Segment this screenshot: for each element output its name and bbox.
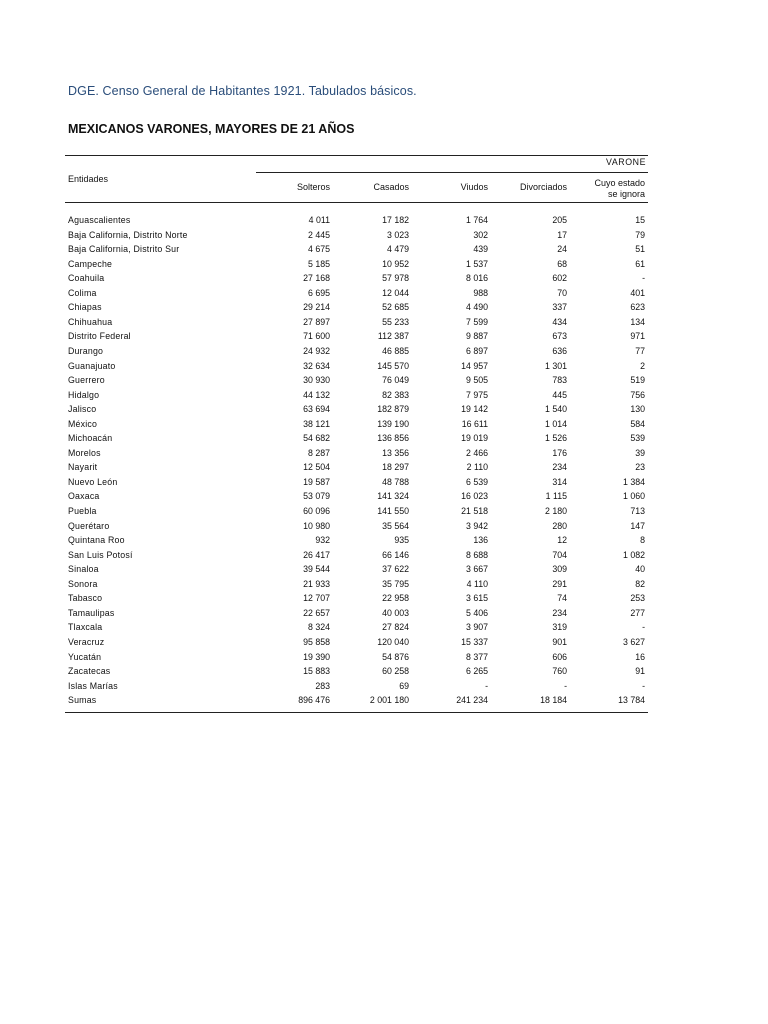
divorciados-value: 1 301 — [544, 360, 567, 371]
casados-value: 54 876 — [382, 651, 409, 662]
ignorado-value: 623 — [630, 302, 645, 313]
divorciados-value: 314 — [552, 476, 567, 487]
solteros-value: 5 185 — [307, 258, 330, 269]
solteros-value: 15 883 — [303, 666, 330, 677]
ignorado-value: 134 — [630, 316, 645, 327]
table-row — [65, 288, 648, 303]
casados-value: 141 324 — [377, 491, 409, 502]
solteros-value: 53 079 — [303, 491, 330, 502]
divorciados-value: 760 — [552, 666, 567, 677]
solteros-value: 21 933 — [303, 578, 330, 589]
ignorado-value: 3 627 — [622, 636, 645, 647]
casados-value: 76 049 — [382, 375, 409, 386]
ignorado-value: 147 — [630, 520, 645, 531]
viudos-value: 3 942 — [465, 520, 488, 531]
top-rule — [65, 155, 648, 156]
ignorado-value: 61 — [635, 258, 645, 269]
ignorado-value: 2 — [640, 360, 645, 371]
state-name: Nayarit — [68, 462, 98, 473]
viudos-value: 3 907 — [465, 622, 488, 633]
divorciados-value: 291 — [552, 578, 567, 589]
divorciados-value: 70 — [557, 287, 567, 298]
viudos-value: 4 110 — [466, 578, 488, 589]
ignorado-value: 23 — [635, 462, 645, 473]
state-name: San Luis Potosí — [68, 549, 133, 560]
casados-value: 40 003 — [382, 607, 409, 618]
group-underline — [256, 172, 648, 173]
col-header-estado-ignorado-line1: Cuyo estado — [594, 178, 645, 188]
viudos-value: 1 537 — [465, 258, 488, 269]
state-name: Tlaxcala — [68, 622, 103, 633]
divorciados-value: 319 — [552, 622, 567, 633]
state-name: Puebla — [68, 506, 97, 516]
table-row — [65, 244, 648, 259]
source-note: DGE. Censo General de Habitantes 1921. Tabulados básicos. — [68, 84, 417, 98]
solteros-value: 30 930 — [303, 375, 330, 386]
solteros-value: 19 390 — [303, 651, 330, 662]
state-name: Aguascalientes — [68, 215, 131, 225]
ignorado-value: 713 — [630, 506, 645, 516]
group-header: VARONE — [606, 157, 647, 167]
viudos-value: 241 234 — [456, 695, 488, 706]
viudos-value: 6 265 — [465, 666, 488, 677]
ignorado-value: 277 — [630, 607, 645, 618]
ignorado-value: 253 — [630, 593, 645, 604]
viudos-value: 136 — [473, 535, 488, 546]
solteros-value: 26 417 — [303, 549, 330, 560]
state-name: Colima — [68, 287, 97, 298]
header-rule — [65, 202, 648, 203]
bottom-rule — [65, 712, 648, 713]
solteros-value: 63 694 — [303, 404, 330, 415]
col-header-solteros: Solteros — [296, 182, 330, 192]
solteros-value: 24 932 — [303, 345, 330, 356]
table-row — [65, 433, 648, 448]
state-name: Tabasco — [68, 593, 103, 604]
row-header: Entidades — [68, 174, 109, 184]
table-row — [65, 404, 648, 419]
viudos-value: 21 518 — [461, 506, 488, 516]
state-name: Chihuahua — [68, 316, 113, 327]
viudos-value: 19 142 — [461, 404, 488, 415]
state-name: Sonora — [68, 578, 98, 589]
casados-value: 22 958 — [382, 593, 409, 604]
state-name: Chiapas — [68, 302, 102, 313]
table-row — [65, 535, 648, 550]
table-row — [65, 317, 648, 332]
casados-value: 4 479 — [386, 244, 409, 255]
divorciados-value: 205 — [552, 215, 567, 225]
solteros-value: 39 544 — [303, 564, 330, 575]
state-name: Hidalgo — [68, 389, 100, 400]
casados-value: 46 885 — [382, 345, 409, 356]
viudos-value: 9 505 — [465, 375, 488, 386]
state-name: Coahuila — [68, 273, 105, 284]
table-row — [65, 550, 648, 565]
divorciados-value: 68 — [557, 258, 567, 269]
table-row — [65, 579, 648, 594]
viudos-value: 9 887 — [465, 331, 488, 342]
viudos-value: 302 — [473, 229, 488, 240]
divorciados-value: 704 — [552, 549, 567, 560]
state-name: Baja California, Distrito Sur — [68, 244, 180, 255]
table-row — [65, 419, 648, 434]
viudos-value: 2 110 — [466, 462, 488, 473]
data-table — [65, 155, 648, 715]
col-header-casados: Casados — [373, 182, 409, 192]
casados-value: 57 978 — [382, 273, 409, 284]
viudos-value: 988 — [473, 287, 488, 298]
solteros-value: 8 287 — [307, 447, 330, 458]
table-row — [65, 375, 648, 390]
ignorado-value: 584 — [630, 418, 645, 429]
solteros-value: 12 504 — [303, 462, 330, 473]
divorciados-value: 176 — [552, 447, 567, 458]
divorciados-value: 1 014 — [544, 418, 567, 429]
solteros-value: 4 011 — [308, 215, 330, 225]
solteros-value: 10 980 — [303, 520, 330, 531]
state-name: Sumas — [68, 695, 97, 706]
ignorado-value: 39 — [635, 447, 645, 458]
divorciados-value: 1 526 — [544, 433, 567, 444]
ignorado-value: 15 — [635, 215, 645, 225]
divorciados-value: 1 540 — [544, 404, 567, 415]
divorciados-value: 337 — [552, 302, 567, 313]
casados-value: 52 685 — [382, 302, 409, 313]
state-name: Guanajuato — [68, 360, 116, 371]
table-row — [65, 521, 648, 536]
casados-value: 66 146 — [382, 549, 409, 560]
solteros-value: 22 657 — [303, 607, 330, 618]
ignorado-value: 130 — [630, 404, 645, 415]
table-row — [65, 390, 648, 405]
casados-value: 82 383 — [382, 389, 409, 400]
viudos-value: 19 019 — [461, 433, 488, 444]
col-header-divorciados: Divorciados — [519, 182, 567, 192]
ignorado-value: 1 082 — [622, 549, 645, 560]
ignorado-value: 8 — [640, 535, 645, 546]
state-name: Yucatán — [68, 651, 102, 662]
ignorado-value: 77 — [635, 345, 645, 356]
state-name: Quintana Roo — [68, 535, 125, 546]
ignorado-value: 756 — [630, 389, 645, 400]
viudos-value: 8 016 — [465, 273, 488, 284]
divorciados-value: 280 — [552, 520, 567, 531]
divorciados-value: 24 — [557, 244, 567, 255]
viudos-value: 16 023 — [461, 491, 488, 502]
col-header-viudos: Viudos — [460, 182, 488, 192]
table-row — [65, 666, 648, 681]
casados-value: 35 564 — [382, 520, 409, 531]
ignorado-value: 51 — [635, 244, 645, 255]
ignorado-value: 519 — [630, 375, 645, 386]
table-row — [65, 477, 648, 492]
state-name: Nuevo León — [68, 476, 118, 487]
viudos-value: 15 337 — [461, 636, 488, 647]
ignorado-value: 91 — [635, 666, 645, 677]
casados-value: 935 — [394, 535, 409, 546]
table-row — [65, 491, 648, 506]
solteros-value: 54 682 — [303, 433, 330, 444]
table-title: MEXICANOS VARONES, MAYORES DE 21 AÑOS — [68, 122, 355, 136]
solteros-value: 71 600 — [303, 331, 330, 342]
table-row — [65, 230, 648, 245]
ignorado-value: 82 — [635, 578, 645, 589]
table-row — [65, 681, 648, 696]
state-name: Sinaloa — [68, 564, 99, 575]
divorciados-value: 602 — [552, 273, 567, 284]
casados-value: 139 190 — [377, 418, 409, 429]
solteros-value: 44 132 — [303, 389, 330, 400]
casados-value: 2 001 180 — [369, 695, 409, 706]
table-row — [65, 593, 648, 608]
divorciados-value: 434 — [552, 316, 567, 327]
table-row — [65, 637, 648, 652]
state-name: Zacatecas — [68, 666, 111, 677]
casados-value: 120 040 — [377, 636, 409, 647]
ignorado-value: - — [642, 622, 645, 633]
totals-row — [65, 695, 648, 710]
divorciados-value: 783 — [552, 375, 567, 386]
divorciados-value: 12 — [557, 535, 567, 546]
divorciados-value: 309 — [552, 564, 567, 575]
table-row — [65, 215, 648, 230]
viudos-value: 439 — [473, 244, 488, 255]
casados-value: 55 233 — [382, 316, 409, 327]
state-name: Querétaro — [68, 520, 110, 531]
ignorado-value: 1 060 — [622, 491, 645, 502]
casados-value: 69 — [399, 680, 409, 691]
table-row — [65, 259, 648, 274]
divorciados-value: - — [564, 680, 567, 691]
viudos-value: 4 490 — [465, 302, 488, 313]
divorciados-value: 234 — [552, 462, 567, 473]
table-row — [65, 302, 648, 317]
state-name: Michoacán — [68, 433, 113, 444]
divorciados-value: 74 — [557, 593, 567, 604]
casados-value: 112 387 — [377, 331, 409, 342]
viudos-value: 3 615 — [465, 593, 488, 604]
table-row — [65, 462, 648, 477]
casados-value: 145 570 — [377, 360, 409, 371]
casados-value: 182 879 — [377, 404, 409, 415]
state-name: Tamaulipas — [68, 607, 115, 618]
casados-value: 12 044 — [382, 287, 409, 298]
casados-value: 3 023 — [386, 229, 409, 240]
solteros-value: 95 858 — [303, 636, 330, 647]
solteros-value: 27 168 — [303, 273, 330, 284]
state-name: Durango — [68, 345, 104, 356]
ignorado-value: 13 784 — [618, 695, 645, 706]
casados-value: 60 258 — [382, 666, 409, 677]
divorciados-value: 606 — [552, 651, 567, 662]
state-name: Campeche — [68, 258, 113, 269]
viudos-value: 6 897 — [465, 345, 488, 356]
table-row — [65, 608, 648, 623]
ignorado-value: - — [642, 680, 645, 691]
solteros-value: 8 324 — [307, 622, 330, 633]
solteros-value: 6 695 — [307, 287, 330, 298]
casados-value: 35 795 — [382, 578, 409, 589]
casados-value: 48 788 — [382, 476, 409, 487]
divorciados-value: 18 184 — [540, 695, 567, 706]
solteros-value: 29 214 — [303, 302, 330, 313]
solteros-value: 2 445 — [307, 229, 330, 240]
viudos-value: 7 975 — [465, 389, 488, 400]
ignorado-value: 79 — [635, 229, 645, 240]
divorciados-value: 445 — [552, 389, 567, 400]
viudos-value: 8 688 — [465, 549, 488, 560]
casados-value: 10 952 — [382, 258, 409, 269]
table-row — [65, 273, 648, 288]
solteros-value: 27 897 — [303, 316, 330, 327]
state-name: Baja California, Distrito Norte — [68, 229, 188, 240]
ignorado-value: - — [642, 273, 645, 284]
table-row — [65, 652, 648, 667]
state-name: Guerrero — [68, 375, 105, 386]
divorciados-value: 673 — [552, 331, 567, 342]
casados-value: 136 856 — [377, 433, 409, 444]
divorciados-value: 234 — [552, 607, 567, 618]
state-name: Morelos — [68, 447, 101, 458]
ignorado-value: 401 — [630, 287, 645, 298]
ignorado-value: 971 — [630, 331, 645, 342]
divorciados-value: 636 — [552, 345, 567, 356]
viudos-value: 2 466 — [465, 447, 488, 458]
divorciados-value: 901 — [552, 636, 567, 647]
solteros-value: 932 — [315, 535, 330, 546]
state-name: Jalisco — [68, 404, 97, 415]
solteros-value: 38 121 — [303, 418, 330, 429]
divorciados-value: 17 — [557, 229, 567, 240]
casados-value: 27 824 — [382, 622, 409, 633]
solteros-value: 4 675 — [307, 244, 330, 255]
state-name: Oaxaca — [68, 491, 100, 502]
casados-value: 37 622 — [382, 564, 409, 575]
solteros-value: 12 707 — [303, 593, 330, 604]
viudos-value: 6 539 — [465, 476, 488, 487]
solteros-value: 32 634 — [303, 360, 330, 371]
ignorado-value: 539 — [630, 433, 645, 444]
table-row — [65, 622, 648, 637]
table-row — [65, 564, 648, 579]
casados-value: 141 550 — [377, 506, 409, 516]
state-name: Distrito Federal — [68, 331, 131, 342]
viudos-value: 8 377 — [465, 651, 488, 662]
state-name: Veracruz — [68, 636, 105, 647]
ignorado-value: 40 — [635, 564, 645, 575]
table-row — [65, 506, 648, 521]
table-row — [65, 448, 648, 463]
solteros-value: 283 — [315, 680, 330, 691]
viudos-value: - — [485, 680, 488, 691]
casados-value: 18 297 — [382, 462, 409, 473]
state-name: México — [68, 418, 98, 429]
table-row — [65, 331, 648, 346]
col-header-estado-ignorado-line2: se ignora — [607, 189, 645, 199]
table-row — [65, 346, 648, 361]
casados-value: 13 356 — [382, 447, 409, 458]
divorciados-value: 2 180 — [544, 506, 567, 516]
viudos-value: 1 764 — [465, 215, 488, 225]
ignorado-value: 1 384 — [622, 476, 645, 487]
viudos-value: 5 406 — [465, 607, 488, 618]
solteros-value: 896 476 — [298, 695, 330, 706]
state-name: Islas Marías — [68, 680, 118, 691]
solteros-value: 60 096 — [303, 506, 330, 516]
viudos-value: 7 599 — [465, 316, 488, 327]
viudos-value: 14 957 — [461, 360, 488, 371]
solteros-value: 19 587 — [303, 476, 330, 487]
viudos-value: 16 611 — [461, 418, 488, 429]
divorciados-value: 1 115 — [545, 491, 567, 502]
viudos-value: 3 667 — [465, 564, 488, 575]
casados-value: 17 182 — [382, 215, 409, 225]
table-row — [65, 361, 648, 376]
ignorado-value: 16 — [635, 651, 645, 662]
